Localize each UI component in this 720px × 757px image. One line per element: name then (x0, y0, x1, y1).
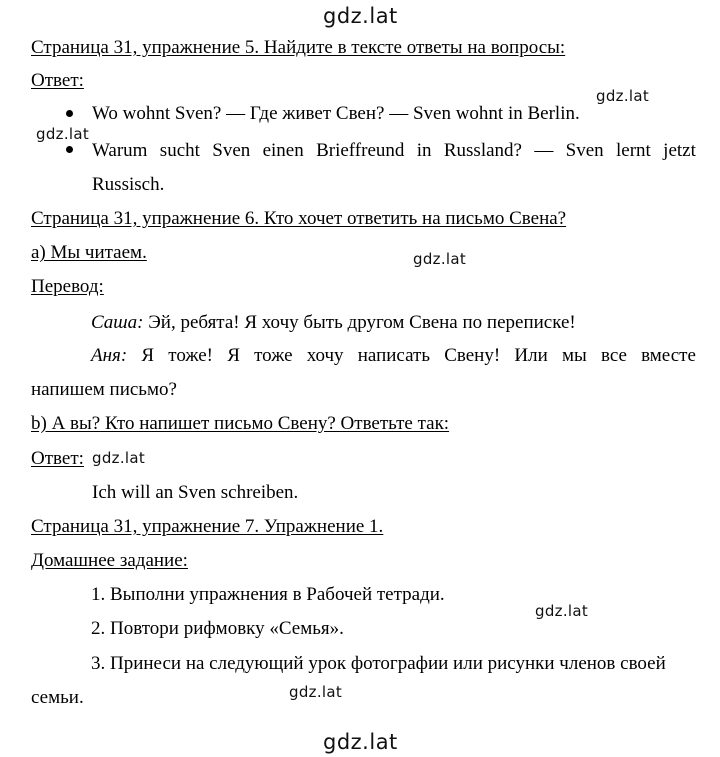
translation-label: Перевод: (31, 276, 104, 297)
homework-label: Домашнее задание: (31, 550, 188, 571)
anya-name: Аня: (91, 345, 128, 366)
word: написать (357, 345, 431, 366)
watermark: gdz.lat (596, 87, 650, 105)
word: lernt (616, 140, 651, 161)
sasha-line (91, 312, 576, 334)
word: Sven (212, 140, 251, 161)
watermark: gdz.lat (36, 125, 90, 143)
ex6-answer-text: Ich will an Sven schreiben. (92, 482, 299, 503)
word: Brieffreund (316, 140, 405, 161)
word: Я (141, 345, 155, 366)
word: Warum (92, 140, 148, 161)
watermark-top: gdz.lat (323, 4, 398, 28)
ex6-heading: Страница 31, упражнение 6. Кто хочет ответить на письмо Свена? (31, 208, 567, 229)
homework-item-3-line-2: семьи. (31, 687, 84, 708)
word: einen (262, 140, 304, 161)
anya-line-1 (91, 345, 696, 367)
watermark: gdz.lat (289, 683, 343, 701)
word: in (416, 140, 432, 161)
ex5-answer-label: Ответ: (31, 70, 84, 91)
ex7-heading: Страница 31, упражнение 7. Упражнение 1. (31, 516, 384, 537)
bullet-1-text: Wo wohnt Sven? — Где живет Свен? — Sven wohnt in Berlin. (92, 103, 580, 124)
word: все (600, 345, 627, 366)
word: jetzt (663, 140, 696, 161)
sasha-name: Саша: (91, 312, 144, 333)
homework-item-3: 3. Принеси на следующий урок фотографии или рисунки членов своей (91, 653, 666, 674)
word: мы (561, 345, 587, 366)
word: Свену! (444, 345, 501, 366)
ex5-heading: Страница 31, упражнение 5. Найдите в тексте ответы на вопросы: (31, 37, 566, 58)
watermark: gdz.lat (92, 449, 146, 467)
watermark: gdz.lat (413, 250, 467, 268)
word: вместе (641, 345, 696, 366)
word: тоже! (168, 345, 214, 366)
word: тоже (254, 345, 293, 366)
bullet-2-line-2: Russisch. (92, 174, 165, 195)
ex6-sub-a: а) Мы читаем. (31, 242, 147, 263)
watermark: gdz.lat (535, 602, 589, 620)
bullet-2-line-1 (92, 140, 696, 162)
ex6-sub-b: b) А вы? Кто напишет письмо Свену? Ответьте так: (31, 413, 450, 434)
word: sucht (159, 140, 200, 161)
sasha-text: Эй, ребята! Я хочу быть другом Свена по переписке! (143, 312, 576, 333)
bullet-icon (66, 146, 73, 153)
word: Russland? (443, 140, 522, 161)
homework-item-1: 1. Выполни упражнения в Рабочей тетради. (91, 584, 445, 605)
bullet-icon (66, 110, 73, 117)
word: хочу (306, 345, 344, 366)
word: Или (514, 345, 548, 366)
word: Sven (565, 140, 604, 161)
word: Я (227, 345, 240, 366)
homework-item-2: 2. Повтори рифмовку «Семья». (91, 618, 344, 639)
watermark-bottom: gdz.lat (323, 730, 398, 754)
word: — (534, 140, 554, 161)
anya-line-2: напишем письмо? (31, 379, 177, 400)
ex6-answer-label: Ответ: (31, 448, 84, 469)
